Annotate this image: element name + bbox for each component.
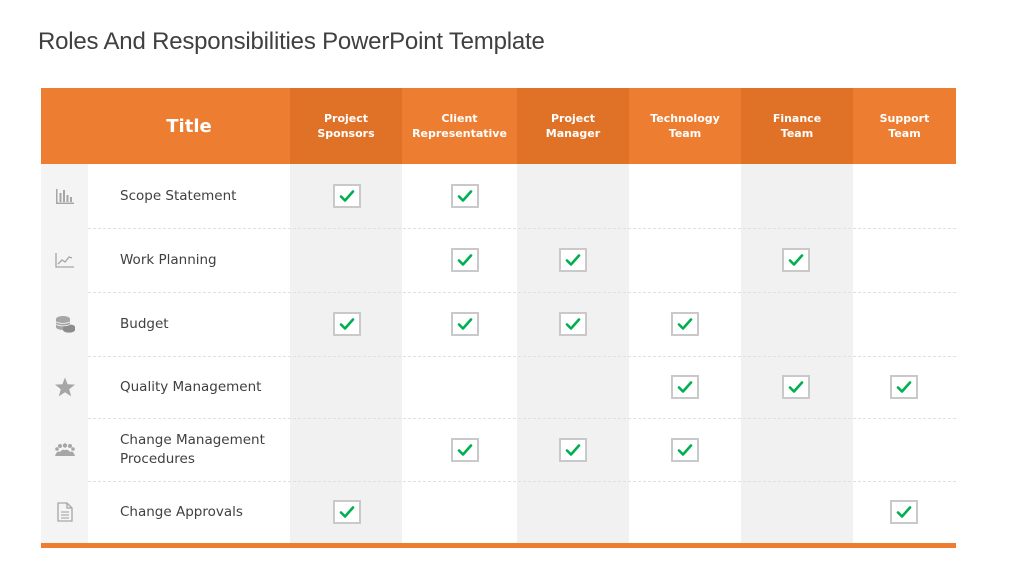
row-label: Work Planning [120, 251, 217, 268]
row-label: Budget [120, 315, 169, 332]
checkbox-checked[interactable] [559, 312, 587, 336]
table-bottom-bar [41, 543, 956, 548]
people-icon [53, 438, 77, 462]
column-shade [741, 164, 853, 543]
icon-column [41, 164, 88, 543]
row-label: Quality Management [120, 378, 262, 395]
star-icon [53, 375, 77, 399]
checkmark-icon [457, 443, 473, 457]
checkmark-icon [677, 380, 693, 394]
checkbox-checked[interactable] [559, 438, 587, 462]
checkbox-checked[interactable] [559, 248, 587, 272]
row-label: Scope Statement [120, 187, 237, 204]
checkbox-checked[interactable] [451, 312, 479, 336]
checkmark-icon [788, 380, 804, 394]
checkmark-icon [788, 253, 804, 267]
line-chart-icon [53, 248, 77, 272]
slide-title: Roles And Responsibilities PowerPoint Template [38, 28, 545, 55]
checkbox-checked[interactable] [451, 184, 479, 208]
checkbox-checked[interactable] [782, 248, 810, 272]
checkmark-icon [457, 317, 473, 331]
checkmark-icon [896, 380, 912, 394]
checkmark-icon [677, 317, 693, 331]
column-header-finance-team: Finance Team [741, 88, 853, 164]
roles-table [41, 88, 956, 548]
checkbox-checked[interactable] [671, 438, 699, 462]
column-header-client-representative: Client Representative [412, 112, 507, 140]
coins-icon [53, 312, 77, 336]
checkmark-icon [339, 317, 355, 331]
bar-chart-icon [53, 184, 77, 208]
row-label: Change Management Procedures [120, 431, 265, 467]
checkmark-icon [896, 505, 912, 519]
checkmark-icon [457, 189, 473, 203]
column-header-project-manager: Project Manager [517, 88, 629, 164]
column-header-project-sponsors: Project Sponsors [290, 88, 402, 164]
checkmark-icon [565, 317, 581, 331]
checkbox-checked[interactable] [782, 375, 810, 399]
checkbox-checked[interactable] [333, 184, 361, 208]
column-shade [290, 164, 402, 543]
title-column-header: Title [166, 115, 212, 137]
checkmark-icon [565, 443, 581, 457]
checkbox-checked[interactable] [451, 248, 479, 272]
checkmark-icon [457, 253, 473, 267]
column-shade [517, 164, 629, 543]
column-header-support-team: Support Team [879, 112, 930, 140]
checkbox-checked[interactable] [333, 312, 361, 336]
table-header [41, 88, 956, 164]
column-header-technology-team: Technology Team [650, 112, 720, 140]
checkbox-checked[interactable] [333, 500, 361, 524]
checkbox-checked[interactable] [451, 438, 479, 462]
checkmark-icon [339, 189, 355, 203]
checkbox-checked[interactable] [890, 375, 918, 399]
checkmark-icon [677, 443, 693, 457]
checkbox-checked[interactable] [671, 312, 699, 336]
document-icon [53, 500, 77, 524]
checkbox-checked[interactable] [671, 375, 699, 399]
checkbox-checked[interactable] [890, 500, 918, 524]
checkmark-icon [565, 253, 581, 267]
row-label: Change Approvals [120, 503, 243, 520]
checkmark-icon [339, 505, 355, 519]
